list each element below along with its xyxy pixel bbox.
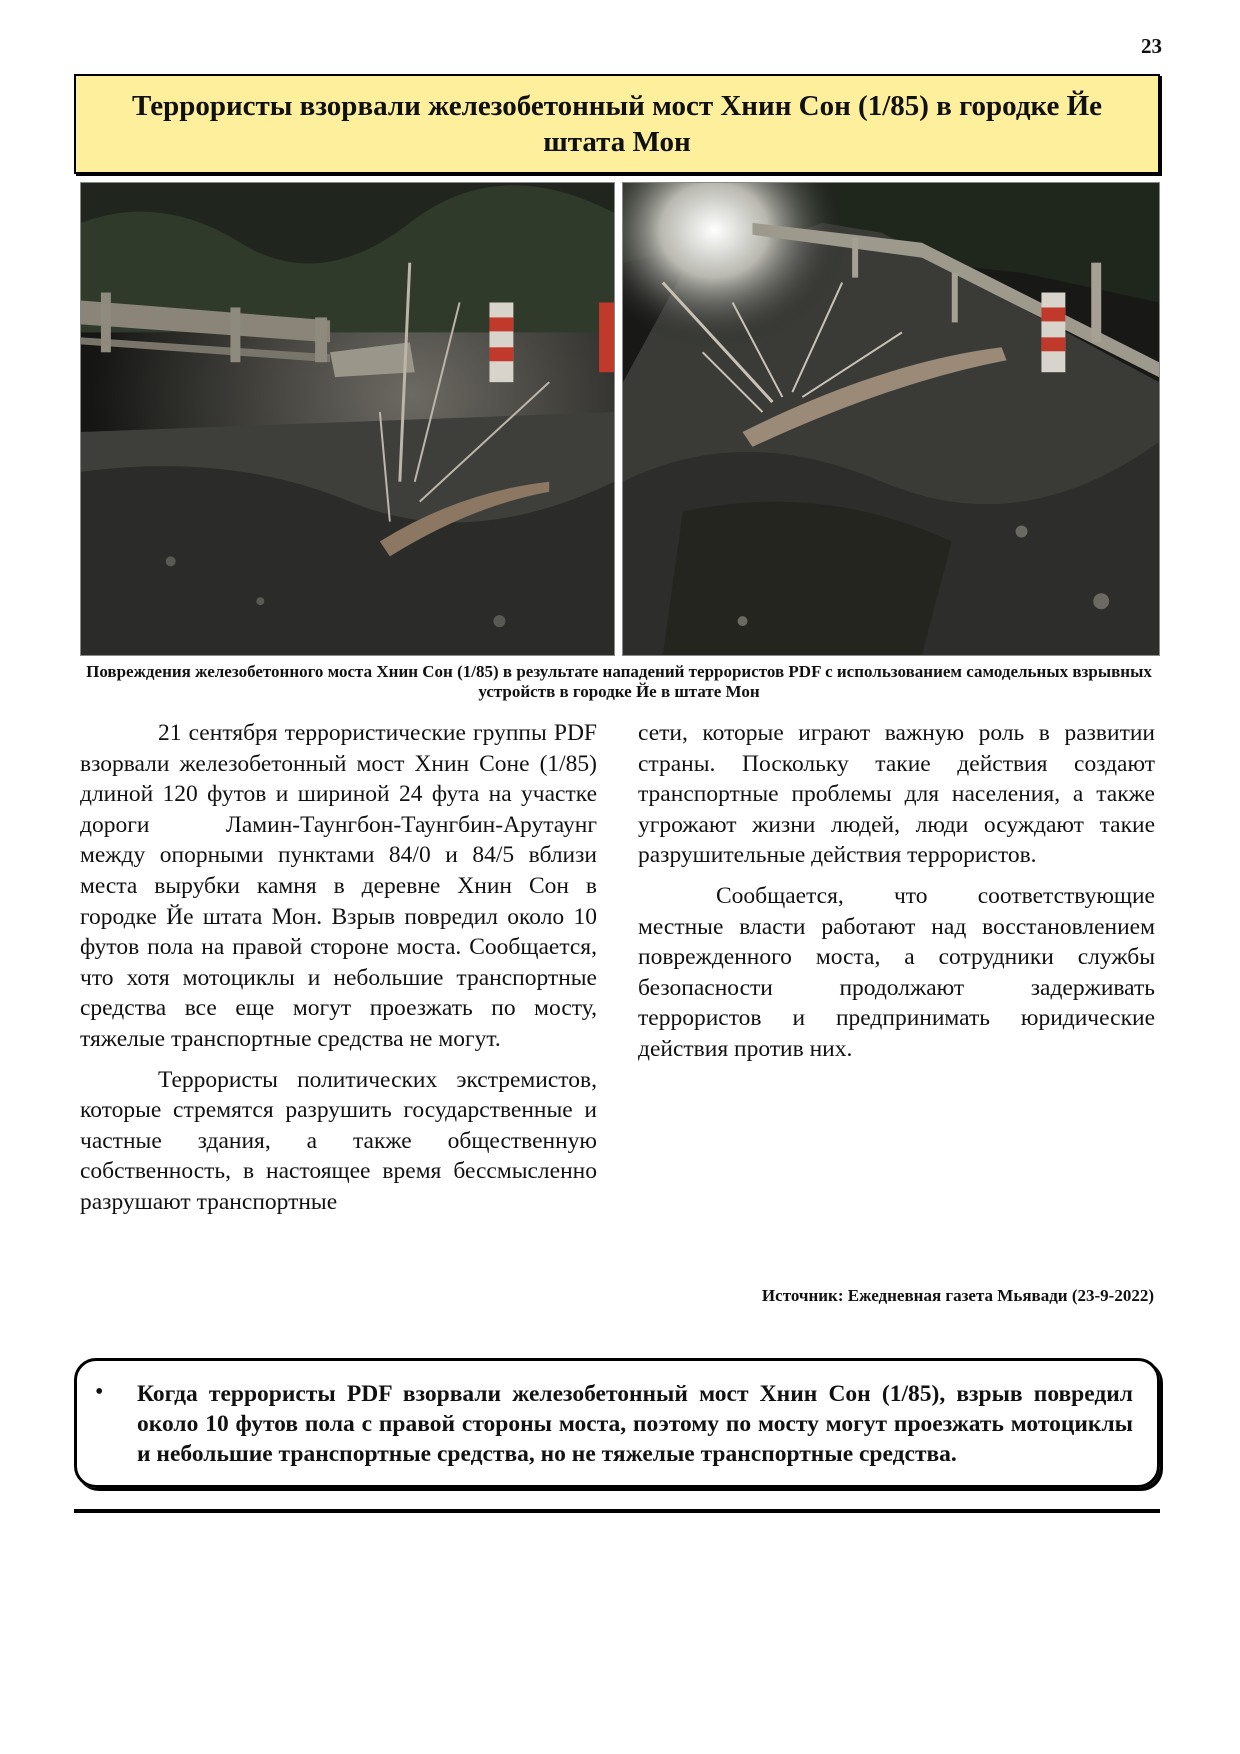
- summary-box: [74, 1358, 1160, 1488]
- paragraph: 21 сентября террористические группы PDF взорвали железобетонный мост Хнин Соне (1/85) длиной 120 футов и шириной 24 фута на участке дороги Ламин-Таунгбон-Таунгбин-Арутаунг между опорными пунктами 84/0 и 84/5 вблизи места вырубки камня в деревне Хнин Сон в городке Йе штата Мон. Взрыв повредил около 10 футов пола на правой стороне моста. Сообщается, что хотя мотоциклы и небольшие транспортные средства все еще могут проезжать по мосту, тяжелые транспортные средства не могут.: [80, 720, 597, 1052]
- bullet-icon: •: [95, 1379, 104, 1405]
- article-column-right: [638, 718, 1155, 1075]
- bottom-divider: [74, 1509, 1160, 1513]
- source-credit: Источник: Ежедневная газета Мьявади (23-9-2022): [761, 1286, 1154, 1305]
- damaged-bridge-photo-left-icon: [81, 183, 614, 655]
- damaged-bridge-photo-right-icon: [623, 183, 1159, 655]
- damaged-bridge-photo-right: [622, 182, 1160, 656]
- title-banner: [74, 74, 1160, 174]
- article-column-left: [80, 718, 597, 1228]
- page-number: 23: [1141, 34, 1162, 58]
- summary-text: Когда террористы PDF взорвали железобетонный мост Хнин Сон (1/85), взрыв повредил около 10 футов пола с правой стороны моста, поэтому по мосту могут проезжать мотоциклы и небольшие транспортные средства, но не тяжелые транспортные средства.: [137, 1381, 1133, 1467]
- paragraph: сети, которые играют важную роль в развитии страны. Поскольку такие действия создают транспортные проблемы для населения, а также угрожают жизни людей, люди осуждают такие разрушительные действия террористов.: [638, 720, 1155, 869]
- damaged-bridge-photo-left: [80, 182, 615, 656]
- paragraph: Террористы политических экстремистов, которые стремятся разрушить государственные и частные здания, а также общественную собственность, в настоящее время бессмысленно разрушают транспортные: [80, 1066, 597, 1215]
- article-title: Террористы взорвали железобетонный мост Хнин Сон (1/85) в городке Йе штата Мон: [131, 90, 1103, 158]
- photo-caption: Повреждения железобетонного моста Хнин Сон (1/85) в результате нападений террористов PDF с использованием самодельных взрывных устройств в городке Йе в штате Мон: [86, 662, 1152, 701]
- paragraph: Сообщается, что соответствующие местные власти работают над восстановлением поврежденного моста, а сотрудники службы безопасности продолжают задерживать террористов и предпринимать юридические действия против них.: [638, 882, 1155, 1062]
